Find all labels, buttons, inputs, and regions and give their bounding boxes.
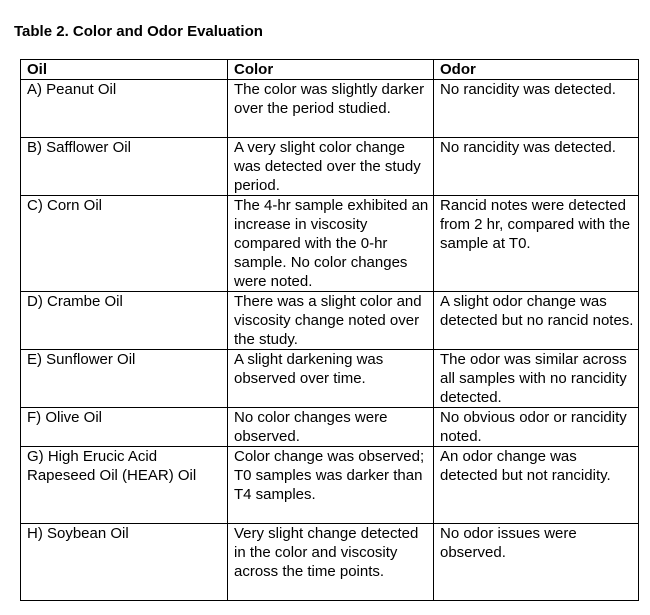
oil-cell: B) Safflower Oil	[21, 138, 228, 196]
odor-cell: The odor was similar across all samples with no rancidity detected.	[434, 350, 639, 408]
header-odor: Odor	[434, 60, 639, 80]
table-row	[21, 292, 639, 350]
table-title: Table 2. Color and Odor Evaluation	[14, 23, 263, 40]
odor-cell: A slight odor change was detected but no rancid notes.	[434, 292, 639, 350]
header-row	[21, 60, 639, 80]
table-row	[21, 80, 639, 138]
oil-cell: D) Crambe Oil	[21, 292, 228, 350]
color-cell: Very slight change detected in the color and viscosity across the time points.	[228, 524, 434, 601]
oil-cell: H) Soybean Oil	[21, 524, 228, 601]
oil-cell: A) Peanut Oil	[21, 80, 228, 138]
odor-cell: No rancidity was detected.	[434, 80, 639, 138]
table-row	[21, 524, 639, 601]
header-oil: Oil	[21, 60, 228, 80]
color-cell: A very slight color change was detected over the study period.	[228, 138, 434, 196]
color-cell: A slight darkening was observed over time.	[228, 350, 434, 408]
oil-cell: E) Sunflower Oil	[21, 350, 228, 408]
odor-cell: An odor change was detected but not rancidity.	[434, 447, 639, 524]
color-cell: Color change was observed; T0 samples was darker than T4 samples.	[228, 447, 434, 524]
oil-cell: C) Corn Oil	[21, 196, 228, 292]
color-cell: No color changes were observed.	[228, 408, 434, 447]
odor-cell: No odor issues were observed.	[434, 524, 639, 601]
odor-cell: No obvious odor or rancidity noted.	[434, 408, 639, 447]
color-cell: The 4-hr sample exhibited an increase in viscosity compared with the 0-hr sample. No color changes were noted.	[228, 196, 434, 292]
table-row	[21, 447, 639, 524]
table-row	[21, 196, 639, 292]
header-color: Color	[228, 60, 434, 80]
table-row	[21, 350, 639, 408]
odor-cell: No rancidity was detected.	[434, 138, 639, 196]
table-row	[21, 408, 639, 447]
oil-cell: F) Olive Oil	[21, 408, 228, 447]
color-odor-table	[20, 59, 639, 601]
table-row	[21, 138, 639, 196]
color-cell: There was a slight color and viscosity change noted over the study.	[228, 292, 434, 350]
oil-cell: G) High Erucic Acid Rapeseed Oil (HEAR) Oil	[21, 447, 228, 524]
odor-cell: Rancid notes were detected from 2 hr, compared with the sample at T0.	[434, 196, 639, 292]
color-cell: The color was slightly darker over the period studied.	[228, 80, 434, 138]
